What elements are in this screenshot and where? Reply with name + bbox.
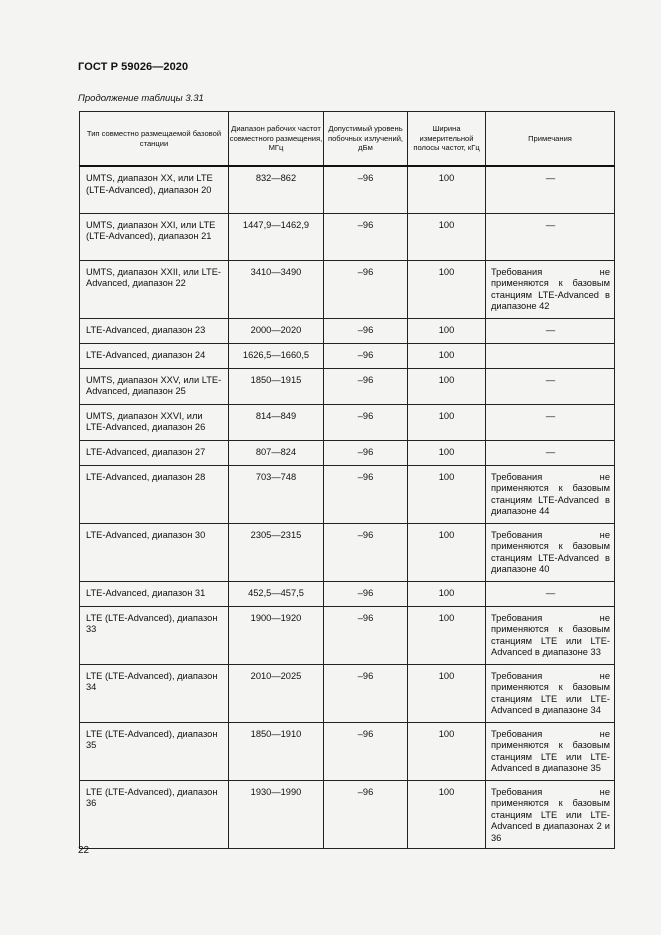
cell-notes: Требования не применяются к базовым станциям LTE или LTE-Advanced в диапазонах 2 и 36 — [486, 780, 615, 849]
cell-emission-level: –96 — [324, 722, 408, 780]
cell-measurement-bandwidth: 100 — [408, 465, 486, 523]
note-dash: — — [545, 219, 556, 230]
cell-measurement-bandwidth: 100 — [408, 440, 486, 465]
cell-frequency-range: 1850—1910 — [229, 722, 324, 780]
cell-emission-level: –96 — [324, 664, 408, 722]
cell-frequency-range: 2000—2020 — [229, 318, 324, 343]
cell-frequency-range: 2010—2025 — [229, 664, 324, 722]
cell-notes: Требования не применяются к базовым станциям LTE или LTE-Advanced в диапазоне 35 — [486, 722, 615, 780]
cell-emission-level: –96 — [324, 368, 408, 404]
table-row — [80, 780, 615, 849]
cell-notes — [486, 404, 615, 440]
cell-emission-level: –96 — [324, 465, 408, 523]
cell-notes: Требования не применяются к базовым станциям LTE-Advanced в диапазоне 42 — [486, 260, 615, 318]
cell-station-type: UMTS, диапазон XXVI, или LTE-Advanced, диапазон 26 — [80, 404, 229, 440]
cell-measurement-bandwidth: 100 — [408, 213, 486, 260]
cell-station-type: LTE-Advanced, диапазон 27 — [80, 440, 229, 465]
cell-station-type: LTE-Advanced, диапазон 24 — [80, 343, 229, 368]
cell-frequency-range: 807—824 — [229, 440, 324, 465]
cell-frequency-range: 3410—3490 — [229, 260, 324, 318]
note-dash: — — [545, 410, 556, 421]
table-row — [80, 318, 615, 343]
cell-station-type: LTE-Advanced, диапазон 30 — [80, 523, 229, 581]
table-row — [80, 166, 615, 213]
cell-frequency-range: 1930—1990 — [229, 780, 324, 849]
cell-frequency-range: 1626,5—1660,5 — [229, 343, 324, 368]
cell-station-type: UMTS, диапазон XXII, или LTE-Advanced, диапазон 22 — [80, 260, 229, 318]
cell-measurement-bandwidth: 100 — [408, 606, 486, 664]
cell-notes — [486, 343, 615, 368]
cell-station-type: LTE (LTE-Advanced), диапазон 33 — [80, 606, 229, 664]
cell-notes: Требования не применяются к базовым станциям LTE-Advanced в диапазоне 40 — [486, 523, 615, 581]
header-notes: Примечания — [486, 112, 615, 167]
cell-emission-level: –96 — [324, 404, 408, 440]
cell-measurement-bandwidth: 100 — [408, 166, 486, 213]
table-row — [80, 465, 615, 523]
cell-notes — [486, 318, 615, 343]
cell-notes — [486, 368, 615, 404]
table-row — [80, 404, 615, 440]
frequency-table — [79, 111, 615, 849]
cell-frequency-range: 452,5—457,5 — [229, 581, 324, 606]
note-dash: — — [545, 374, 556, 385]
cell-station-type: UMTS, диапазон XXV, или LTE-Advanced, диапазон 25 — [80, 368, 229, 404]
cell-measurement-bandwidth: 100 — [408, 260, 486, 318]
note-dash: — — [545, 173, 556, 183]
cell-station-type: LTE (LTE-Advanced), диапазон 34 — [80, 664, 229, 722]
table-row — [80, 722, 615, 780]
cell-station-type: UMTS, диапазон XXI, или LTE (LTE-Advanced), диапазон 21 — [80, 213, 229, 260]
cell-frequency-range: 2305—2315 — [229, 523, 324, 581]
table-row — [80, 581, 615, 606]
note-dash: — — [545, 324, 556, 335]
page-number: 22 — [78, 845, 90, 856]
cell-notes — [486, 581, 615, 606]
header-station-type: Тип совместно размещаемой базовой станции — [80, 112, 229, 167]
cell-emission-level: –96 — [324, 318, 408, 343]
table-row — [80, 343, 615, 368]
cell-station-type: LTE-Advanced, диапазон 28 — [80, 465, 229, 523]
cell-measurement-bandwidth: 100 — [408, 318, 486, 343]
cell-station-type: LTE (LTE-Advanced), диапазон 35 — [80, 722, 229, 780]
table-header-row — [80, 112, 615, 167]
cell-emission-level: –96 — [324, 581, 408, 606]
cell-emission-level: –96 — [324, 440, 408, 465]
cell-measurement-bandwidth: 100 — [408, 368, 486, 404]
note-dash: — — [545, 446, 556, 457]
cell-notes: Требования не применяются к базовым станциям LTE-Advanced в диапазоне 44 — [486, 465, 615, 523]
cell-frequency-range: 1447,9—1462,9 — [229, 213, 324, 260]
table-row — [80, 606, 615, 664]
table-row — [80, 260, 615, 318]
cell-station-type: UMTS, диапазон XX, или LTE (LTE-Advanced), диапазон 20 — [80, 166, 229, 213]
note-dash: — — [545, 587, 556, 598]
table-body — [80, 166, 615, 849]
cell-frequency-range: 832—862 — [229, 166, 324, 213]
cell-notes: Требования не применяются к базовым станциям LTE или LTE-Advanced в диапазоне 34 — [486, 664, 615, 722]
cell-measurement-bandwidth: 100 — [408, 664, 486, 722]
cell-emission-level: –96 — [324, 606, 408, 664]
cell-frequency-range: 703—748 — [229, 465, 324, 523]
header-frequency-range: Диапазон рабочих частот совместного размещения, МГц — [229, 112, 324, 167]
cell-measurement-bandwidth: 100 — [408, 523, 486, 581]
cell-emission-level: –96 — [324, 213, 408, 260]
cell-notes — [486, 166, 615, 213]
cell-measurement-bandwidth: 100 — [408, 780, 486, 849]
cell-frequency-range: 1900—1920 — [229, 606, 324, 664]
cell-measurement-bandwidth: 100 — [408, 404, 486, 440]
table-row — [80, 368, 615, 404]
table-row — [80, 440, 615, 465]
cell-notes: Требования не применяются к базовым станциям LTE или LTE-Advanced в диапазоне 33 — [486, 606, 615, 664]
table-row — [80, 213, 615, 260]
cell-frequency-range: 1850—1915 — [229, 368, 324, 404]
cell-frequency-range: 814—849 — [229, 404, 324, 440]
cell-notes — [486, 213, 615, 260]
table-caption: Продолжение таблицы 3.31 — [78, 93, 204, 104]
cell-notes — [486, 440, 615, 465]
cell-station-type: LTE (LTE-Advanced), диапазон 36 — [80, 780, 229, 849]
cell-station-type: LTE-Advanced, диапазон 31 — [80, 581, 229, 606]
cell-emission-level: –96 — [324, 343, 408, 368]
cell-emission-level: –96 — [324, 260, 408, 318]
cell-measurement-bandwidth: 100 — [408, 722, 486, 780]
cell-station-type: LTE-Advanced, диапазон 23 — [80, 318, 229, 343]
cell-measurement-bandwidth: 100 — [408, 343, 486, 368]
document-title: ГОСТ Р 59026—2020 — [78, 61, 189, 73]
cell-emission-level: –96 — [324, 780, 408, 849]
cell-emission-level: –96 — [324, 166, 408, 213]
table-row — [80, 523, 615, 581]
table-row — [80, 664, 615, 722]
cell-emission-level: –96 — [324, 523, 408, 581]
header-emission-level: Допустимый уровень побочных излучений, дБм — [324, 112, 408, 167]
header-measurement-bandwidth: Ширина измерительной полосы частот, кГц — [408, 112, 486, 167]
cell-measurement-bandwidth: 100 — [408, 581, 486, 606]
